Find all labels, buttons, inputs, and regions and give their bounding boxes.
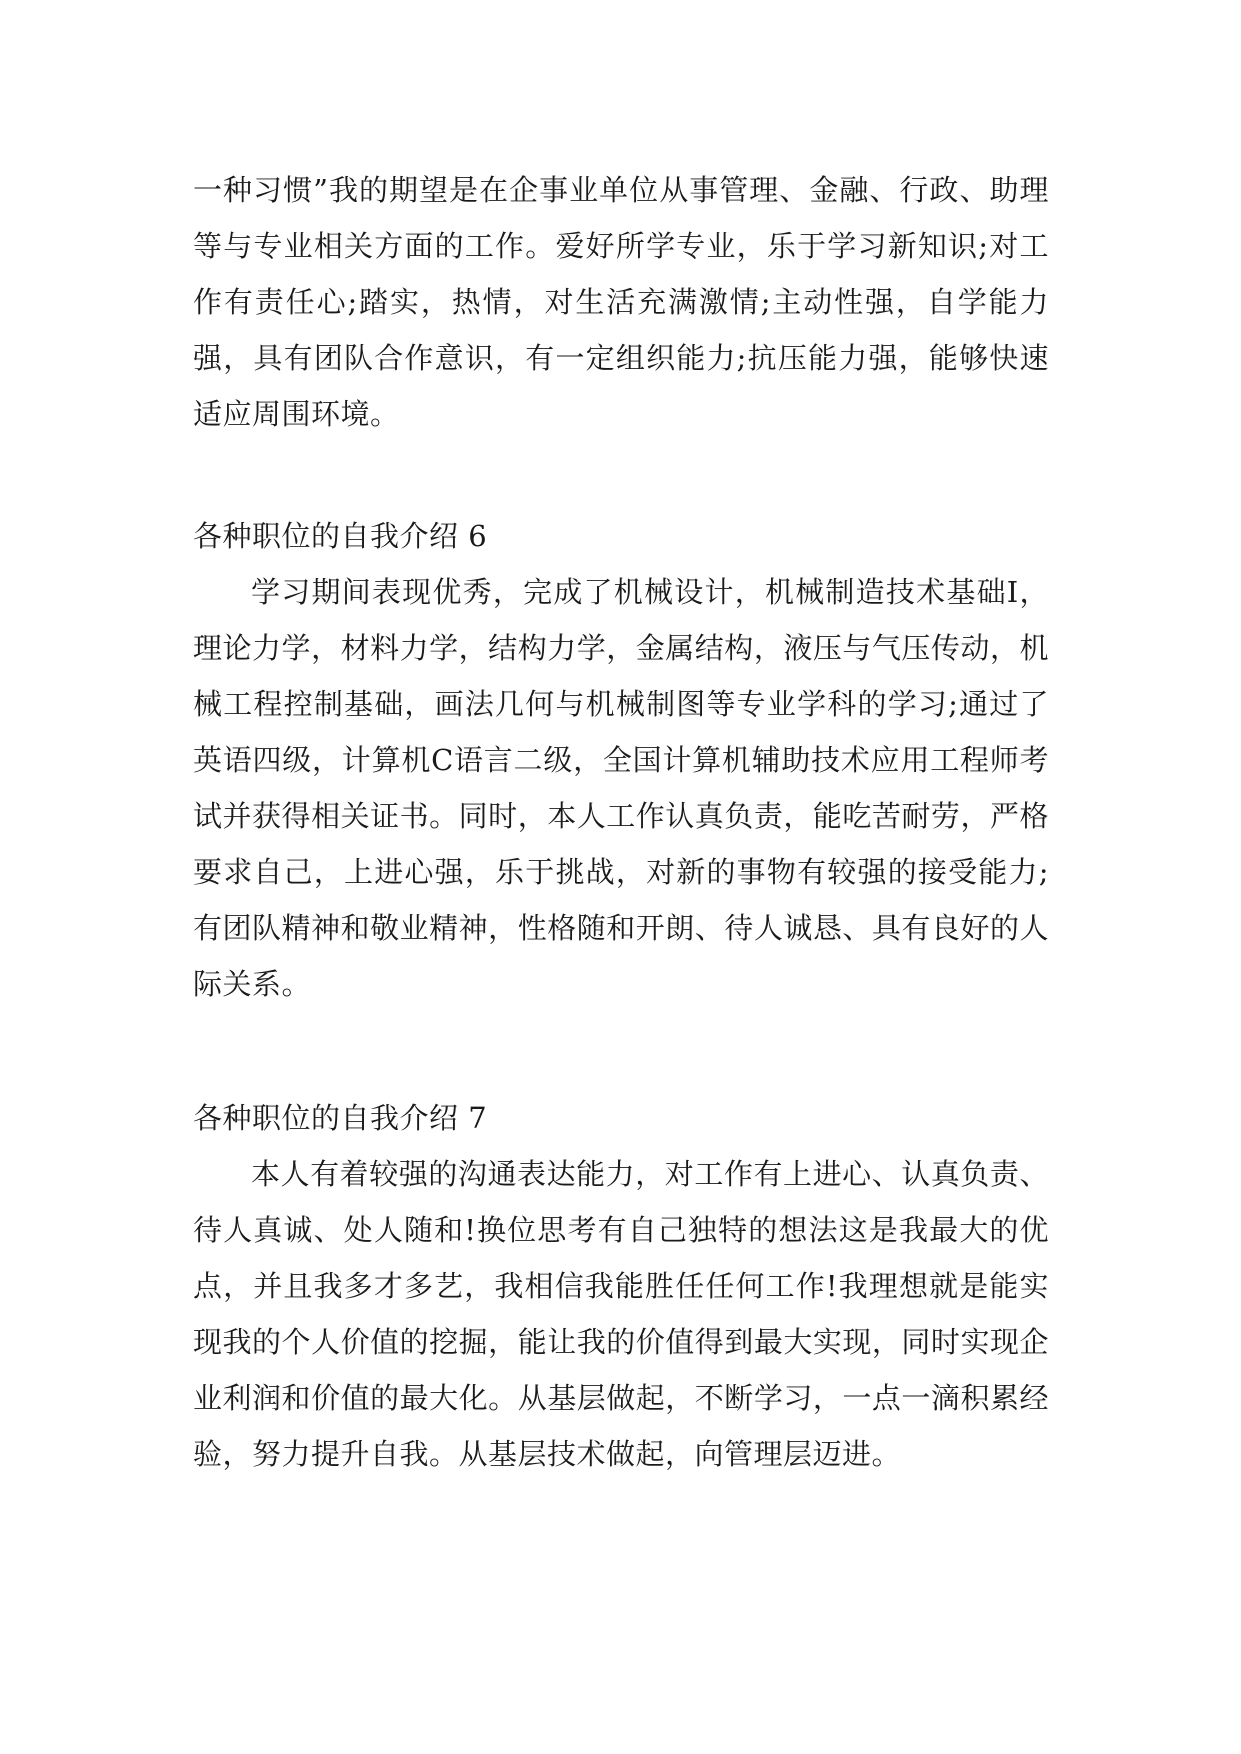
section-6-body: 学习期间表现优秀，完成了机械设计，机械制造技术基础Ⅰ，理论力学，材料力学，结构力学，金属结构，液压与气压传动，机械工程控制基础，画法几何与机械制图等专业学科的学习;通过了英语四级，计算机C语言二级，全国计算机辅助技术应用工程师考试并获得相关证书。同时，本人工作认真负责，能吃苦耐劳，严格要求自己，上进心强，乐于挑战，对新的事物有较强的接受能力;有团队精神和敬业精神，性格随和开朗、待人诚恳、具有良好的人际关系。 [193,575,1049,1001]
section-6-heading: 各种职位的自我介绍 6 [193,519,488,553]
intro-paragraph: 一种习惯”我的期望是在企事业单位从事管理、金融、行政、助理等与专业相关方面的工作。爱好所学专业，乐于学习新知识;对工作有责任心;踏实，热情，对生活充满激情;主动性强，自学能力强，具有团队合作意识，有一定组织能力;抗压能力强，能够快速适应周围环境。 [193,173,1049,431]
section-7-heading: 各种职位的自我介绍 7 [193,1101,488,1135]
section-7-body: 本人有着较强的沟通表达能力，对工作有上进心、认真负责、待人真诚、处人随和!换位思考有自己独特的想法这是我最大的优点，并且我多才多艺，我相信我能胜任任何工作!我理想就是能实现我的个人价值的挖掘，能让我的价值得到最大实现，同时实现企业利润和价值的最大化。从基层做起，不断学习，一点一滴积累经验，努力提升自我。从基层技术做起，向管理层迈进。 [193,1157,1049,1471]
